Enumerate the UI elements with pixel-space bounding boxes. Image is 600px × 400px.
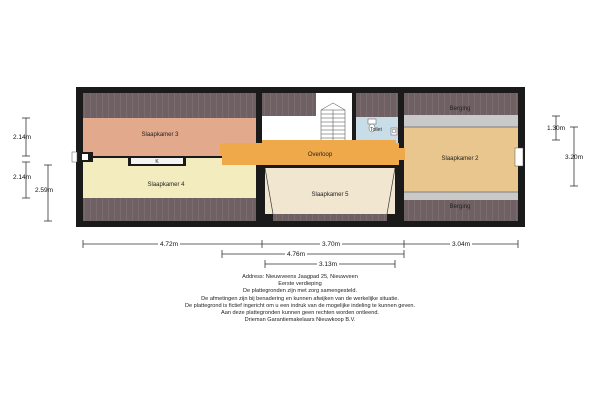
dim-bottom-5: 3.13m — [318, 261, 338, 268]
caption — [0, 274, 600, 324]
chimney-inner — [82, 154, 88, 160]
dim-bottom-4: 4.76m — [286, 251, 306, 258]
label-berging-top: Berging — [449, 106, 471, 112]
stair-void — [262, 116, 316, 142]
door-opening — [397, 148, 405, 160]
middle-slope — [262, 93, 316, 116]
dim-bottom-2: 3.70m — [321, 241, 341, 248]
berging-top-strip — [404, 115, 518, 127]
dim-left-upper: 2.14m — [12, 134, 32, 141]
dim-left-lower: 2.14m — [12, 174, 32, 181]
label-slaapkamer-2: Slaapkamer 2 — [441, 156, 479, 162]
label-slaapkamer-3: Slaapkamer 3 — [141, 132, 179, 138]
window-left — [72, 152, 77, 162]
label-slaapkamer-5: Slaapkamer 5 — [311, 192, 349, 198]
caption-address: Address: Nieuwveens Jaagpad 25, Nieuwveen — [242, 274, 358, 280]
slaapkamer-3-slope — [83, 93, 256, 118]
caption-line: De plattegrond is fictief ingericht om u een indruk van de mogelijke indeling te kunnen geven. — [184, 302, 416, 309]
caption-floor: Eerste verdieping — [278, 281, 322, 288]
dim-left-inner: 2.59m — [34, 187, 54, 194]
caption-line: Aan deze plattegronden kunnen geen rechten worden ontleend. — [221, 310, 379, 317]
dim-right-upper: 1.30m — [546, 125, 566, 132]
door-opening — [220, 144, 224, 154]
window-right — [515, 148, 523, 166]
caption-line: De afmetingen zijn bij benadering en kunnen afwijken van de werkelijke situatie. — [201, 295, 399, 302]
label-kast: K — [155, 159, 159, 165]
berging-bottom-strip — [404, 192, 518, 200]
overloop-link — [262, 140, 396, 145]
label-overloop: Overloop — [307, 152, 333, 158]
dim-bottom-3: 3.04m — [451, 241, 471, 248]
caption-company: Drieman Garantiemakelaars Nieuwkoop B.V. — [244, 317, 356, 324]
label-berging-bottom: Berging — [449, 204, 471, 210]
toilet-slope — [356, 93, 398, 117]
label-slaapkamer-4: Slaapkamer 4 — [147, 182, 185, 188]
dim-bottom-1: 4.72m — [159, 241, 179, 248]
slaapkamer-4-slope — [83, 198, 256, 221]
caption-line: De plattegronden zijn met zorg samengesteld. — [242, 288, 358, 295]
label-toilet: Toilet — [370, 127, 382, 133]
slaapkamer-5 — [265, 168, 395, 214]
slaapkamer-5-bottom — [273, 214, 387, 221]
dim-right-main: 3.20m — [564, 154, 584, 161]
